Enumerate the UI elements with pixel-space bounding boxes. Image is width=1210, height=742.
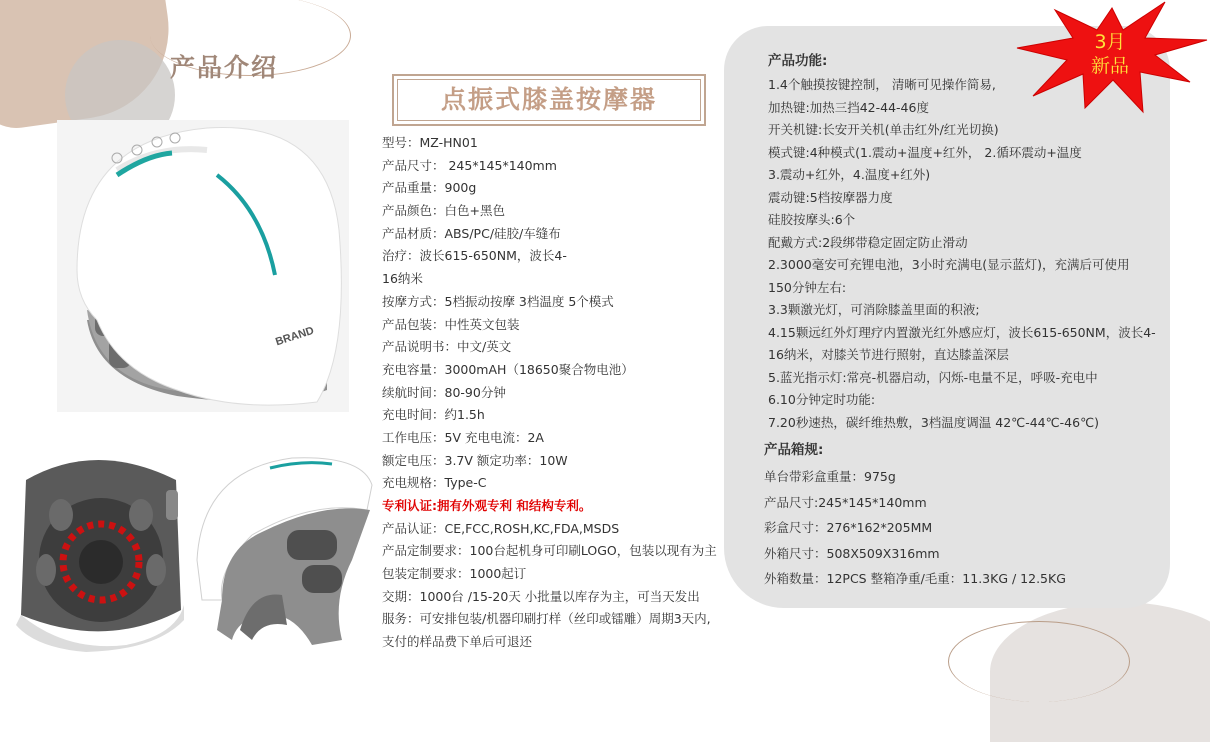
function-item: 开关机键:长安开关机(单击红外/红光切换)	[768, 122, 999, 137]
function-item: 3.3颗激光灯，可消除膝盖里面的积液;	[768, 302, 980, 317]
product-title: 点振式膝盖按摩器	[392, 74, 706, 126]
packing-item: 彩盒尺寸：276*162*205MM	[764, 520, 933, 535]
function-item: 4.15颗远红外灯理疗内置激光红外感应灯，波长615-650NM，波长4-	[768, 324, 1156, 340]
spec-row: 产品说明书：中文/英文	[382, 339, 512, 355]
packing-item: 外箱尺寸：508X509X316mm	[764, 545, 940, 561]
spec-row: 产品定制要求：100台起机身可印刷LOGO，包装以现有为主	[382, 543, 717, 559]
spec-row: 型号：MZ-HN01	[382, 135, 478, 150]
spec-row: 包装定制要求：1000起订	[382, 566, 527, 582]
function-item: 1.4个触摸按键控制， 清晰可见操作简易,	[768, 77, 996, 92]
spec-row: 服务：可安排包装/机器印刷打样（丝印或镭雕）周期3天内,	[382, 611, 711, 627]
function-item: 配戴方式:2段绑带稳定固定防止滑动	[768, 234, 968, 250]
spec-row: 产品颜色：白色+黑色	[382, 203, 505, 219]
spec-row: 交期：1000台 /15-20天 小批量以库存为主，可当天发出	[382, 588, 700, 604]
function-item: 2.3000毫安可充锂电池，3小时充满电(显示蓝灯)，充满后可使用	[768, 257, 1130, 272]
spec-row: 工作电压：5V 充电电流：2A	[382, 429, 544, 445]
badge-text	[1060, 30, 1160, 78]
spec-row: 产品认证：CE,FCC,ROSH,KC,FDA,MSDS	[382, 520, 620, 536]
spec-row: 充电容量：3000mAH（18650聚合物电池）	[382, 361, 634, 377]
specs-list	[382, 132, 727, 654]
function-item: 150分钟左右:	[768, 279, 847, 295]
function-item: 5.蓝光指示灯:常亮-机器启动，闪烁-电量不足，呼吸-充电中	[768, 369, 1098, 385]
patent-note: 专利认证:拥有外观专利 和结构专利。	[382, 498, 592, 513]
function-item: 6.10分钟定时功能:	[768, 392, 876, 407]
packing-item: 单台带彩盒重量：975g	[764, 469, 896, 484]
function-item: 7.20秒速热，碳纤维热敷，3档温度调温 42℃-44℃-46℃)	[768, 414, 1099, 430]
badge-line-month: 3月	[1094, 31, 1126, 53]
packing-item: 外箱数量：12PCS 整箱净重/毛重：11.3KG / 12.5KG	[764, 571, 1066, 586]
function-item: 模式键:4种模式(1.震动+温度+红外， 2.循环震动+温度	[768, 144, 1082, 160]
spec-row: 产品材质：ABS/PC/硅胶/车缝布	[382, 225, 561, 241]
function-item: 16纳米，对膝关节进行照射，直达膝盖深层	[768, 347, 1009, 362]
spec-row: 16纳米	[382, 271, 423, 287]
spec-row: 充电时间：约1.5h	[382, 407, 485, 423]
functions-title: 产品功能:	[768, 53, 828, 69]
product-image-inner	[6, 440, 192, 652]
packing-title: 产品箱规:	[764, 442, 824, 458]
spec-row: 按摩方式：5档振动按摩 3档温度 5个模式	[382, 293, 614, 309]
spec-row: 续航时间：80-90分钟	[382, 384, 506, 400]
badge-line-new: 新品	[1090, 55, 1129, 77]
section-title: 产品介绍	[170, 53, 279, 82]
product-image-side	[192, 440, 378, 652]
spec-row: 支付的样品费下单后可退还	[382, 634, 533, 650]
packing-item: 产品尺寸:245*145*140mm	[764, 494, 927, 510]
function-item: 3.震动+红外，4.温度+红外)	[768, 167, 931, 182]
spec-row: 治疗：波长615-650NM，波长4-	[382, 248, 567, 264]
packing-section	[764, 436, 1164, 592]
function-item: 震动键:5档按摩器力度	[768, 189, 893, 205]
spec-row: 产品包装：中性英文包装	[382, 316, 520, 332]
spec-row: 充电规格：Type-C	[382, 475, 487, 491]
brand-text: BRAND	[274, 324, 316, 349]
spec-row: 额定电压：3.7V 额定功率：10W	[382, 452, 568, 468]
function-item: 硅胶按摩头:6个	[768, 212, 856, 227]
product-image-main	[57, 120, 349, 412]
spec-row: 产品重量：900g	[382, 180, 477, 196]
function-item: 加热键:加热三挡42-44-46度	[768, 99, 929, 115]
spec-row: 产品尺寸： 245*145*140mm	[382, 157, 557, 173]
decorative-line-bottom	[948, 621, 1130, 702]
